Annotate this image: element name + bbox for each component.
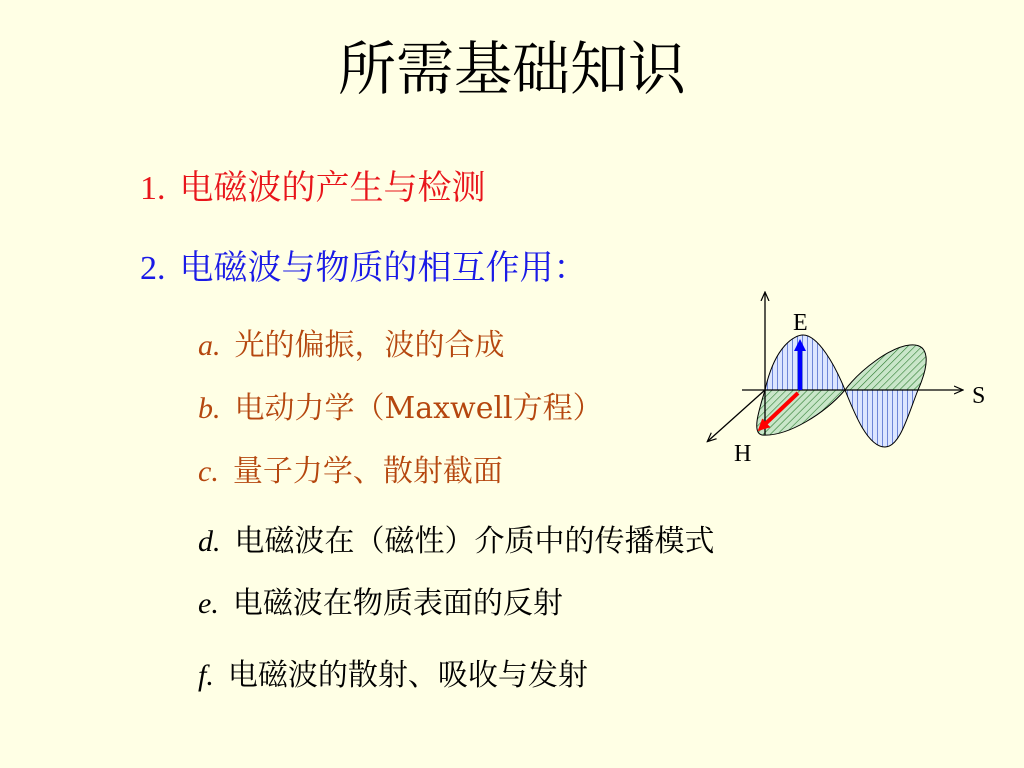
subitem-b-marker: b. [198,392,221,425]
item-1 [140,160,486,209]
label-h: H [734,441,752,467]
label-s: S [972,383,986,409]
item-2-text: 电磁波与物质的相互作用： [179,248,588,288]
slide-title: 所需基础知识 [337,35,686,103]
item-2 [140,240,588,289]
subitem-e-marker: e. [198,587,219,620]
h-axis [708,390,765,441]
item-1-text: 电磁波的产生与检测 [179,168,486,208]
subitem-c-text: 量子力学、散射截面 [232,454,503,489]
e-wave-lobe-2 [845,390,918,447]
subitem-f [198,650,588,694]
subitem-c [198,446,503,490]
label-e: E [793,310,808,336]
subitem-e [198,578,563,622]
subitem-d-marker: d. [198,525,221,558]
subitem-f-marker: f. [198,659,214,692]
item-2-marker: 2. [140,250,166,287]
h-wave-lobe-1 [845,345,926,390]
subitem-b-text: 电动力学（Maxwell方程） [234,391,603,426]
h-wave-lobe-2 [757,390,845,435]
subitem-f-text: 电磁波的散射、吸收与发射 [227,658,588,693]
subitem-a [198,320,505,364]
em-wave-diagram [700,285,1000,470]
item-1-marker: 1. [140,170,166,207]
subitem-b [198,383,603,427]
e-wave-lobe-1 [765,335,845,390]
subitem-a-text: 光的偏振，波的合成 [234,328,505,363]
subitem-d [198,516,715,560]
subitem-e-text: 电磁波在物质表面的反射 [232,586,563,621]
subitem-c-marker: c. [198,455,219,488]
subitem-a-marker: a. [198,329,221,362]
subitem-d-text: 电磁波在（磁性）介质中的传播模式 [234,524,715,559]
